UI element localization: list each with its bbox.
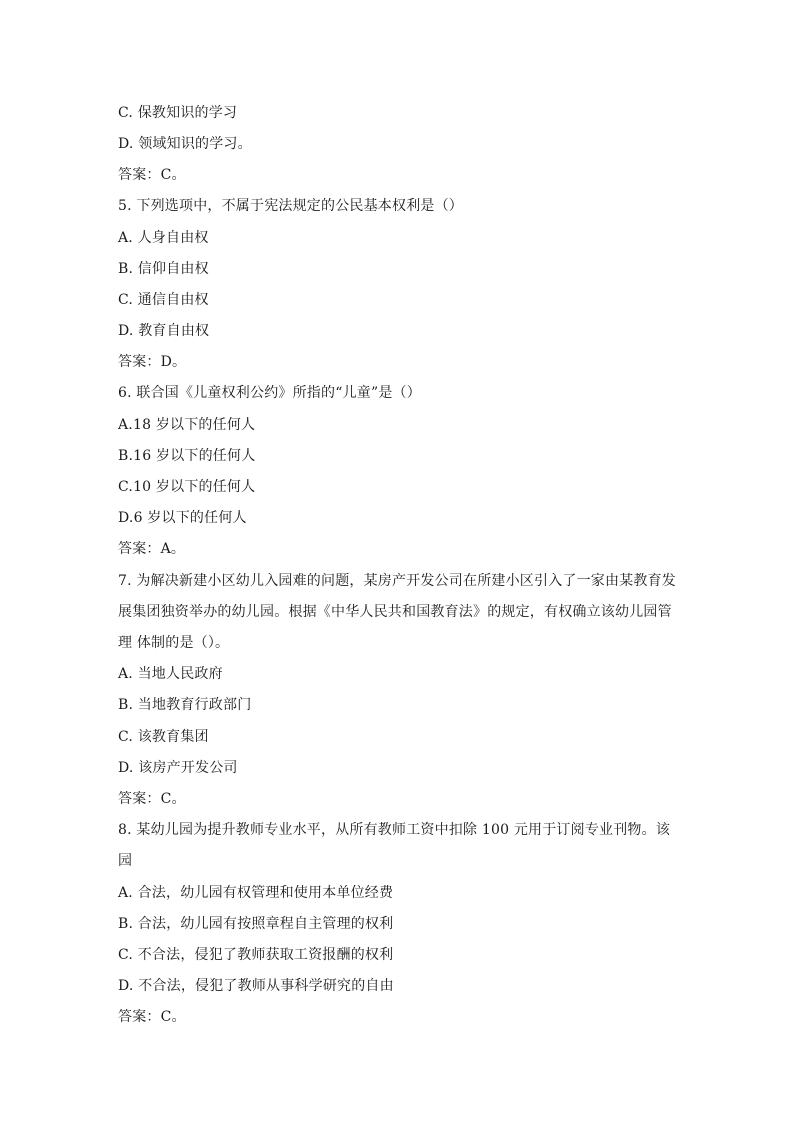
option-d-q6: D.6 岁以下的任何人: [118, 510, 247, 526]
option-d-q8: D. 不合法，侵犯了教师从事科学研究的自由: [118, 978, 394, 994]
option-c-q8: C. 不合法，侵犯了教师获取工资报酬的权利: [118, 947, 394, 963]
option-c-q7: C. 该教育集团: [118, 729, 209, 745]
option-c-q6: C.10 岁以下的任何人: [118, 479, 256, 495]
option-c-q4: C. 保教知识的学习: [118, 105, 238, 121]
question-8-line-2: 园: [118, 853, 133, 869]
option-a-q5: A. 人身自由权: [118, 230, 209, 246]
question-8-line-1: 8. 某幼儿园为提升教师专业水平，从所有教师工资中扣除 100 元用于订阅专业刊物。该: [118, 822, 671, 838]
option-c-q5: C. 通信自由权: [118, 292, 209, 308]
option-b-q5: B. 信仰自由权: [118, 261, 209, 277]
answer-q5: 答案：D。: [118, 354, 187, 370]
answer-q7: 答案：C。: [118, 791, 186, 807]
option-a-q7: A. 当地人民政府: [118, 666, 223, 682]
answer-q4: 答案：C。: [118, 167, 186, 183]
answer-q6: 答案：A。: [118, 541, 186, 557]
option-d-q4: D. 领域知识的学习。: [118, 136, 252, 152]
question-6: 6. 联合国《儿童权利公约》所指的“儿童”是（）: [118, 385, 421, 401]
option-d-q5: D. 教育自由权: [118, 323, 210, 339]
option-b-q7: B. 当地教育行政部门: [118, 697, 252, 713]
question-5: 5. 下列选项中，不属于宪法规定的公民基本权利是（）: [118, 198, 464, 214]
answer-q8: 答案：C。: [118, 1009, 186, 1025]
option-d-q7: D. 该房产开发公司: [118, 760, 238, 776]
option-b-q6: B.16 岁以下的任何人: [118, 448, 256, 464]
question-7-line-1: 7. 为解决新建小区幼儿入园难的问题，某房产开发公司在所建小区引入了一家由某教育发: [118, 573, 677, 589]
option-a-q8: A. 合法，幼儿园有权管理和使用本单位经费: [118, 885, 394, 901]
question-7-line-2: 展集团独资举办的幼儿园。根据《中华人民共和国教育法》的规定，有权确立该幼儿园管: [118, 604, 672, 620]
option-b-q8: B. 合法，幼儿园有按照章程自主管理的权利: [118, 916, 394, 932]
option-a-q6: A.18 岁以下的任何人: [118, 417, 256, 433]
question-7-line-3: 理 体制的是（）。: [118, 635, 230, 651]
